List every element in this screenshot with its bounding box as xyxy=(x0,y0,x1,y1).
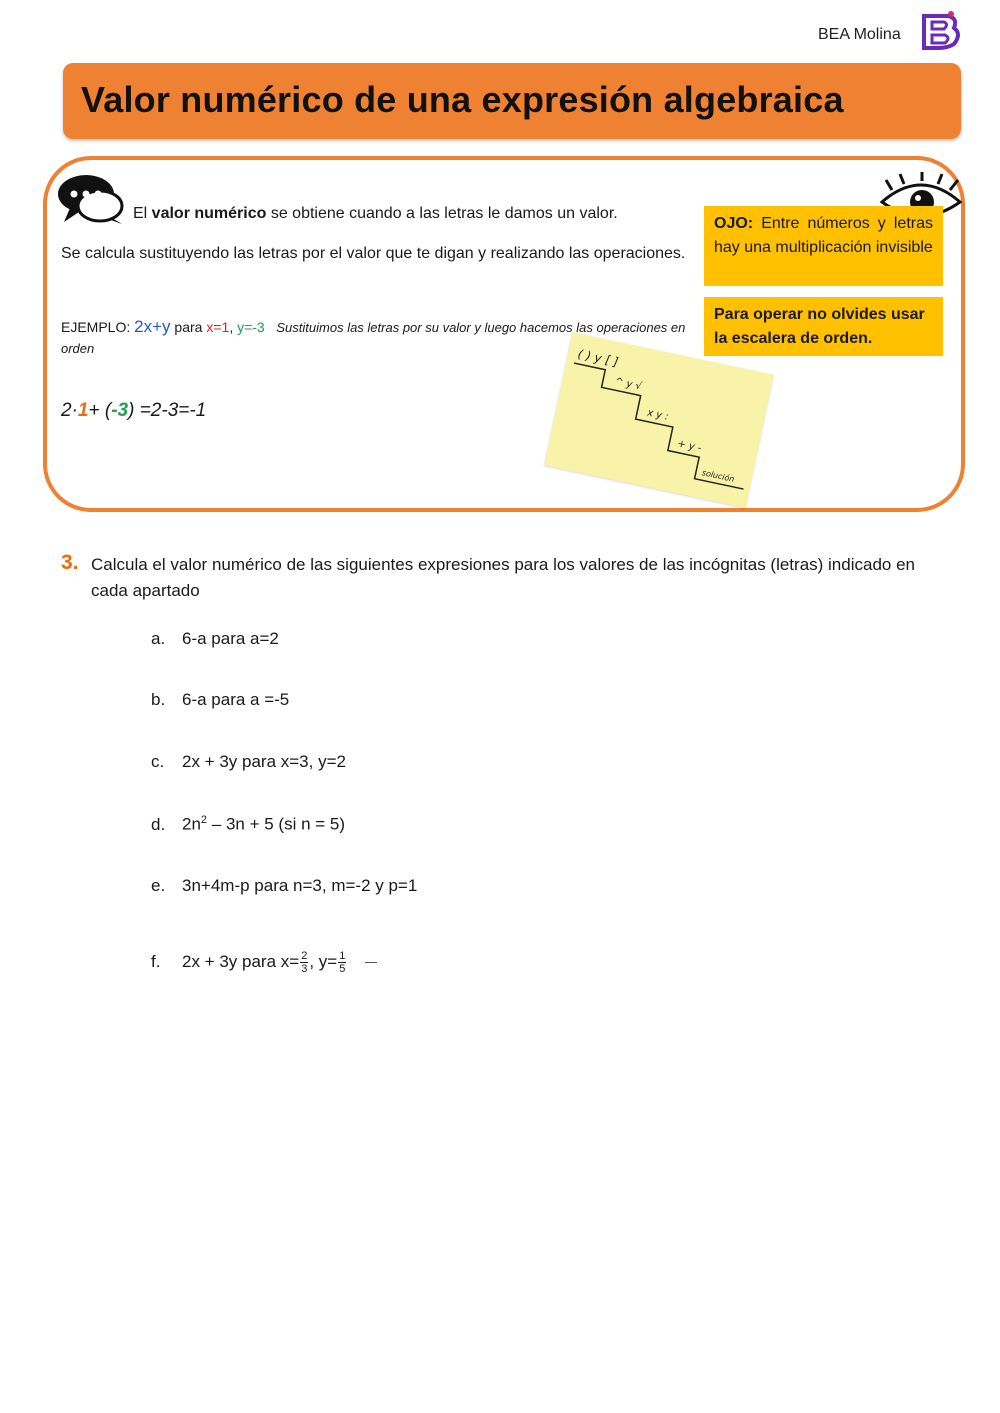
fraction-y: $\frac{1}{5}$ xyxy=(339,950,346,975)
example-calculation: 2·1+ (-3) =2-3=-1 xyxy=(61,400,207,421)
title-banner xyxy=(63,63,961,139)
page-title: Valor numérico de una expresión algebraica xyxy=(81,79,844,120)
author-name: BEA Molina xyxy=(818,26,901,43)
stairs-step-5: solución xyxy=(701,468,736,484)
exercise-item: a. 6-a para a=2 xyxy=(151,629,279,648)
exercise-item: c. 2x + 3y para x=3, y=2 xyxy=(151,752,346,771)
exercise-item: b. 6-a para a =-5 xyxy=(151,690,290,709)
exercise-item: d. $2n^2 - 3n + 5$ (si n = 5) xyxy=(151,814,346,834)
example-text: EJEMPLO: 2x+y para x=1, y=-3 Sustituimos las letras por su valor y luego hacemos las operaciones en orden xyxy=(61,317,686,356)
dash-mark xyxy=(365,962,377,963)
b-logo-icon xyxy=(918,8,962,52)
definition-text: El valor numérico se obtiene cuando a las letras le damos un valor. xyxy=(133,205,618,222)
exercise-number: 3. xyxy=(61,551,79,574)
stairs-step-3: x y : xyxy=(646,407,670,423)
speech-bubble-icon xyxy=(56,172,126,226)
explanation-text: Se calcula sustituyendo las letras por el valor que te digan y realizando las operaciones. xyxy=(61,245,686,262)
exercise-item: f. 2x + 3y para x= $\frac{2}{3}$ , y= $\frac{1}{5}$ xyxy=(151,950,377,975)
fraction-x: $\frac{2}{3}$ xyxy=(301,950,308,975)
ojo-note: OJO: Entre números y letras hay una multiplicación invisible xyxy=(704,206,943,286)
exercise-item: e. 3n+4m-p para n=3, m=-2 y p=1 xyxy=(151,876,418,895)
stairs-step-2: ^ y √ xyxy=(613,376,643,393)
stairs-step-4: + y - xyxy=(676,438,703,455)
order-note: Para operar no olvides usar la escalera de orden. xyxy=(704,297,943,356)
stairs-step-1: ( ) y [ ] xyxy=(576,346,620,370)
exercise-statement: Calcula el valor numérico de las siguientes expresiones para los valores de las incógnitas (letras) indicado en cada apartado xyxy=(91,555,915,600)
